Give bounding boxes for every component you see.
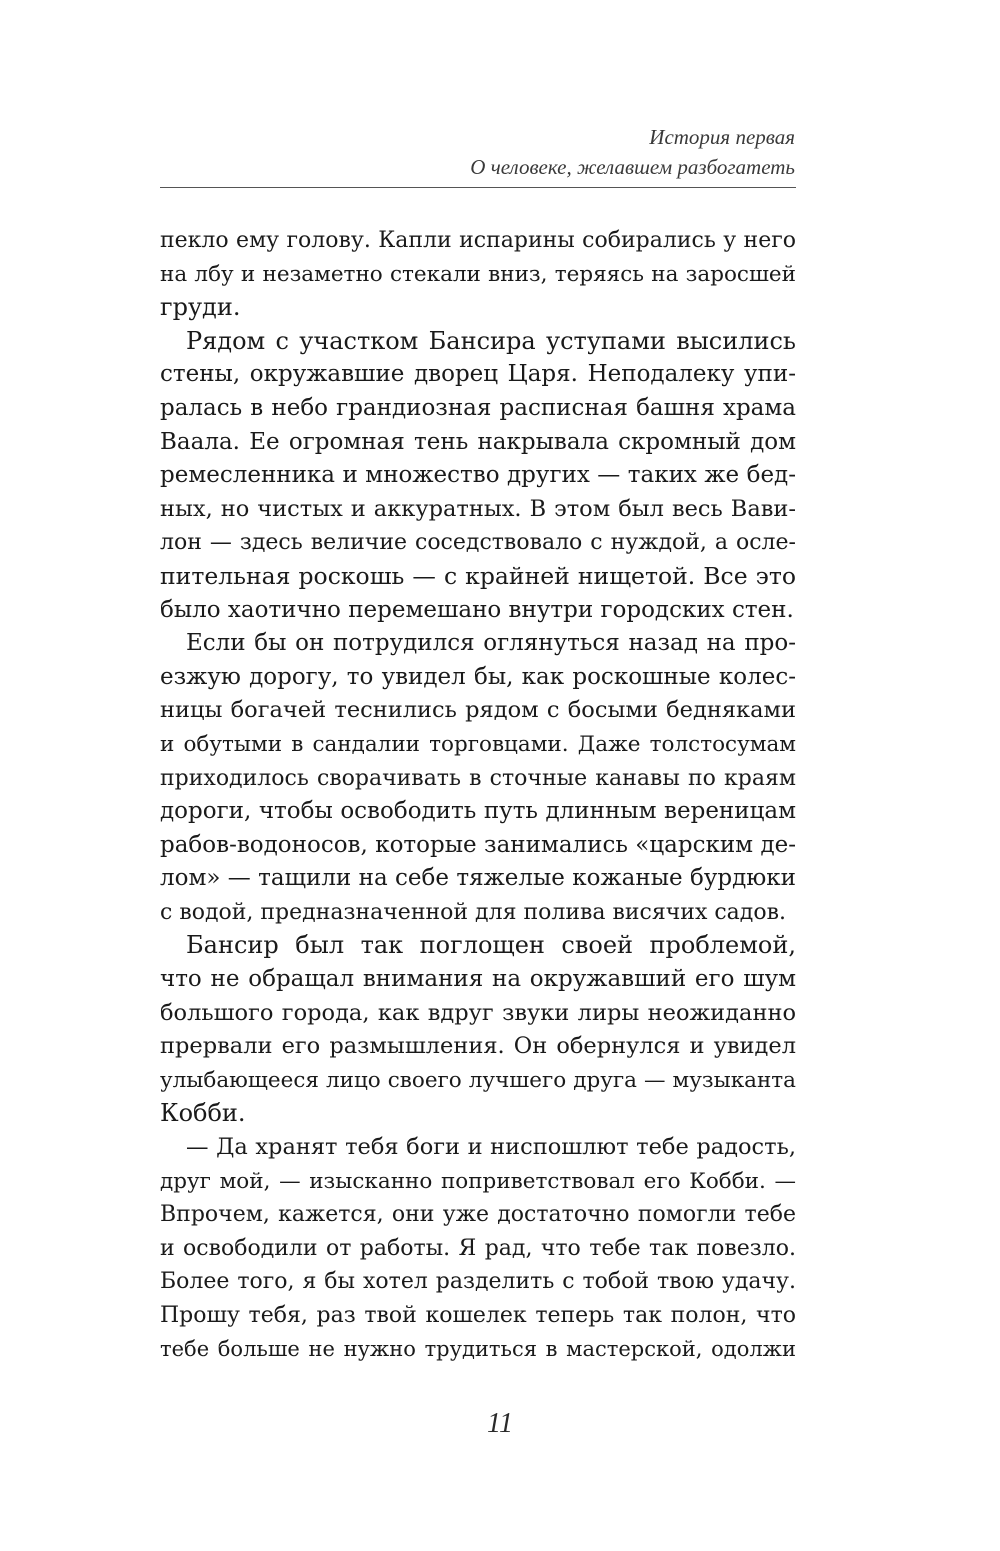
header-title: О человеке, желавшем разбогатеть <box>470 155 795 179</box>
text-line: ралась в небо грандиозная расписная башня храма <box>160 394 796 421</box>
text-line: рабов-водоносов, которые занимались «царским де- <box>160 831 796 858</box>
text-line: груди. <box>160 293 241 322</box>
text-line: на лбу и незаметно стекали вниз, теряясь на заросшей <box>160 261 796 287</box>
text-line: дороги, чтобы освободить путь длинным вереницам <box>160 798 796 825</box>
text-line: лон — здесь величие соседствовало с нуждой, а осле- <box>160 530 796 556</box>
text-line: Более того, я бы хотел разделить с тобой твою удачу. <box>160 1269 796 1295</box>
header-chapter: История первая <box>649 125 795 149</box>
text-line: Кобби. <box>160 1099 246 1128</box>
text-line: было хаотично перемешано внутри городских стен. <box>160 596 794 623</box>
header-rule <box>160 187 796 188</box>
text-line: приходилось сворачивать в сточные канавы по краям <box>160 765 796 791</box>
text-line: и обутыми в сандалии торговцами. Даже толстосумам <box>160 731 796 757</box>
text-line: что не обращал внимания на окружавший его шум <box>160 966 796 993</box>
text-line: ных, но чистых и аккуратных. В этом был весь Вави- <box>160 495 796 522</box>
text-line: большого города, как вдруг звуки лиры неожиданно <box>160 999 796 1026</box>
running-header <box>160 122 795 182</box>
text-line: прервали его размышления. Он обернулся и увидел <box>160 1033 796 1060</box>
text-line: Прошу тебя, раз твой кошелек теперь так полон, что <box>160 1303 796 1328</box>
text-line: пекло ему голову. Капли испарины собирались у него <box>160 228 796 253</box>
text-line: езжую дорогу, то увидел бы, как роскошные колес- <box>160 663 796 690</box>
text-line: Если бы он потрудился оглянуться назад на про- <box>186 630 796 657</box>
text-line: Бансир был так поглощен своей проблемой, <box>186 931 796 960</box>
text-line: ницы богачей теснились рядом с босыми бедняками <box>160 697 796 724</box>
text-line: ремесленника и множество других — таких же бед- <box>160 462 796 489</box>
text-line: Ваала. Ее огромная тень накрывала скромный дом <box>160 428 796 455</box>
text-line: Рядом с участком Бансира уступами высились <box>186 326 796 355</box>
text-line: друг мой, — изысканно поприветствовал его Кобби. — <box>160 1168 796 1194</box>
text-line: пительная роскошь — с крайней нищетой. Все это <box>160 561 796 590</box>
text-line: Впрочем, кажется, они уже достаточно помогли тебе <box>160 1202 796 1228</box>
text-line: и освободили от работы. Я рад, что тебе так повезло. <box>160 1235 796 1261</box>
page-number: 11 <box>487 1408 513 1439</box>
text-line: лом» — тащили на себе тяжелые кожаные бурдюки <box>160 865 796 892</box>
text-line: стены, окружавшие дворец Царя. Неподалеку упи- <box>160 361 796 388</box>
text-line: улыбающееся лицо своего лучшего друга — музыканта <box>160 1067 796 1093</box>
text-line: — Да хранят тебя боги и ниспошлют тебе радость, <box>186 1134 796 1161</box>
body-text <box>160 224 796 1366</box>
text-line: тебе больше не нужно трудиться в мастерской, одолжи <box>160 1336 796 1361</box>
text-line: с водой, предназначенной для полива висячих садов. <box>160 899 786 925</box>
